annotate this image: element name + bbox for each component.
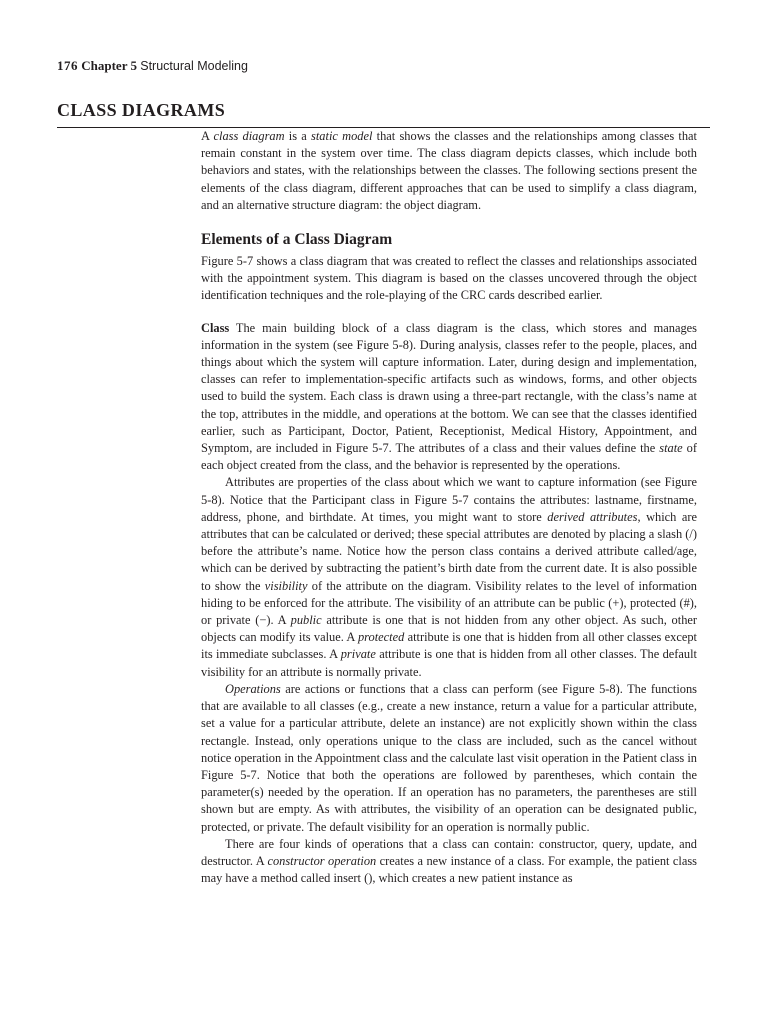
text-run: A	[201, 129, 214, 143]
text-run: is a	[284, 129, 312, 143]
text-run: Attributes are properties of the class about which we want to capture information (see Figure 5-8). Notice that the Participant class in Figure 5-7 contains the attributes: lastname, firstname, address, phone, and birthdate. At times, you might want to store	[201, 475, 697, 524]
operations-paragraph	[201, 681, 697, 836]
italic-term: private	[340, 647, 376, 662]
attributes-paragraph	[201, 474, 697, 680]
elements-paragraph	[201, 253, 697, 305]
italic-term: Operations	[225, 681, 281, 696]
class-paragraph-text	[201, 321, 697, 473]
section-title: CLASS DIAGRAMS	[57, 99, 710, 128]
running-head	[57, 58, 248, 74]
text-run: There are four kinds of operations that a class can contain: constructor, query, update, and destructor. A	[201, 836, 697, 868]
text-run: that shows the classes and the relationships among classes that remain constant in the system over time. The class diagram depicts classes, which include both behaviors and states, with the relationships between the classes. The following sections present the elements of the class diagram, different approaches that can be used to simplify a class diagram, and an alternative structure diagram: the object diagram.	[201, 129, 697, 212]
chapter-title: Structural Modeling	[140, 59, 248, 73]
text-run: attribute is one that is hidden from all other classes. The default visibility for an attribute is normally private.	[201, 647, 697, 679]
italic-term: derived attributes	[547, 509, 638, 524]
page-number: 176	[57, 58, 78, 73]
class-paragraph	[201, 320, 697, 475]
italic-term: constructor operation	[267, 853, 377, 868]
text-run: attribute is one that is not hidden from any other object. As such, other objects can modify its value. A	[201, 613, 698, 645]
text-run: , which are attributes that can be calculated or derived; these special attributes are denoted by placing a slash (/) before the attribute’s name. Notice how the person class contains a derived attribute called/age, which can be derived by subtracting the patient’s birth date from the current date. It is also possible to show the	[201, 509, 697, 593]
italic-term: protected	[357, 630, 405, 645]
subsection-title: Elements of a Class Diagram	[201, 231, 393, 249]
body-text	[201, 128, 697, 887]
text-run: attribute is one that is hidden from all other classes except its immediate subclasses. A	[201, 630, 697, 662]
chapter-label: Chapter 5	[81, 58, 137, 73]
italic-term: public	[290, 613, 322, 628]
italic-term: class diagram	[213, 129, 285, 143]
class-runin-heading: Class	[201, 320, 230, 335]
kinds-paragraph	[201, 836, 697, 888]
text-run: are actions or functions that a class can perform (see Figure 5-8). The functions that are available to all classes (e.g., create a new instance, return a value for a particular attribute, set a value for a particular attribute, delete an instance) are not explicitly shown within the class rectangle. Instead, only operations unique to the class are included, such as the cancel without notice operation in the Appointment class and the calculate last visit operation in the Patient class in Figure 5-7. Notice that both the operations are followed by parentheses, which contain the parameter(s) needed by the operation. If an operation has no parameters, the parentheses are still shown but are empty. As with attributes, the visibility of an operation can be designated public, protected, or private. The default visibility for an operation is normally public.	[201, 681, 697, 834]
italic-term: state	[659, 441, 683, 456]
text-run: The main building block of a class diagram is the class, which stores and manages information in the system (see Figure 5-8). During analysis, classes refer to the people, places, and things about which the system will capture information. Later, during design and implementation, classes can refer to implementation-specific artifacts such as windows, forms, and other objects used to build the system. Each class is drawn using a three-part rectangle, with the class’s name at the top, attributes in the middle, and operations at the bottom. We can see that the classes identified earlier, such as Participant, Doctor, Patient, Receptionist, Medical History, Appointment, and Symptom, are included in Figure 5-7. The attributes of a class and their values define the	[201, 320, 697, 456]
italic-term: visibility	[264, 578, 308, 593]
text-run: of the attribute on the diagram. Visibility relates to the level of information hiding to be enforced for the attribute. The visibility of an attribute can be public (+), protected (#), or private (−). A	[201, 578, 697, 628]
italic-term: static model	[311, 129, 373, 143]
text-run: Figure 5-7 shows a class diagram that was created to reflect the classes and relationships associated with the appointment system. This diagram is based on the classes uncovered through the object identification techniques and the role-playing of the CRC cards described earlier.	[201, 254, 697, 303]
text-run: creates a new instance of a class. For example, the patient class may have a method called insert (), which creates a new patient instance as	[201, 853, 698, 886]
intro-paragraph	[201, 128, 697, 214]
text-run: of each object created from the class, and the behavior is represented by the operations.	[201, 441, 698, 473]
